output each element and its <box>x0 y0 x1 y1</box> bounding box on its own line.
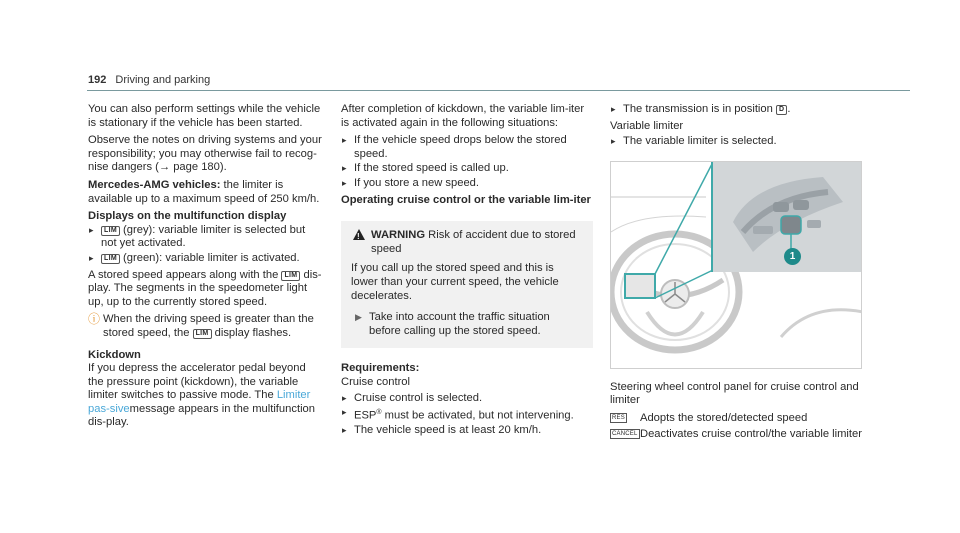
list-item <box>88 224 323 251</box>
heading-displays: Displays on the multifunction display <box>88 210 287 223</box>
column-right <box>610 103 865 441</box>
note-text-b: display flashes. <box>211 326 292 339</box>
esp-label: ESP <box>354 409 377 422</box>
paragraph-settings: You can also perform settings while the vehicle is stationary if the vehicle has been started. <box>88 103 321 129</box>
requirements-list <box>341 392 593 439</box>
control-panel-inset <box>711 162 861 272</box>
bullet-green-text: (green): variable limiter is activated. <box>119 251 300 264</box>
page-number: 192 <box>88 74 107 86</box>
limiter-passive-link[interactable]: Limiter pas-sive <box>88 389 311 415</box>
gear-d-icon: D <box>776 105 787 115</box>
warning-title: Risk of accident due to stored speed <box>371 229 576 255</box>
kickdown-text-b: message appears in the multifunction dis-play. <box>88 402 315 429</box>
registered-mark: ® <box>376 409 382 417</box>
header-divider <box>87 90 910 91</box>
note <box>88 313 323 340</box>
situation-list <box>341 134 593 190</box>
list-item <box>88 252 323 266</box>
display-list <box>88 224 323 266</box>
lim-icon: LIM <box>101 226 120 236</box>
list-item: ▸ If you store a new speed. <box>341 177 593 191</box>
cruise-control-label: Cruise control <box>341 375 411 388</box>
action-arrow-icon: ▶ <box>355 312 362 323</box>
observe-text: Observe the notes on driving systems and your responsibility; you may otherwise fail to recog-nise dangers ( <box>88 134 322 174</box>
lim-icon: LIM <box>193 329 212 339</box>
lim-icon: LIM <box>281 271 300 281</box>
warning-header <box>351 229 583 256</box>
list-item: ▸ The variable limiter is selected. <box>610 135 865 149</box>
heading-requirements: Requirements: <box>341 362 420 375</box>
bullet-grey-text: (grey): variable limiter is selected but not yet activated. <box>101 223 306 250</box>
key-item <box>610 412 865 426</box>
key-description: Adopts the stored/detected speed <box>640 411 808 424</box>
steering-wheel-figure <box>610 161 862 369</box>
warning-label: WARNING <box>371 229 426 242</box>
note-text-a: When the driving speed is greater than the stored speed, the <box>103 313 314 339</box>
key-description: Deactivates cruise control/the variable limiter <box>640 427 862 440</box>
page-ref-arrow-icon: → <box>158 161 171 174</box>
paragraph-amg <box>88 179 323 206</box>
column-middle <box>341 103 593 441</box>
list-item <box>610 103 865 117</box>
transmission-list <box>610 103 865 117</box>
heading-kickdown: Kickdown <box>88 348 141 361</box>
stored-text-a: A stored speed appears along with the <box>88 268 282 281</box>
paragraph-stored <box>88 269 323 310</box>
res-button-icon: RES <box>612 414 625 421</box>
limiter-list <box>610 135 865 149</box>
amg-label: Mercedes-AMG vehicles: <box>88 178 221 191</box>
warning-action <box>351 311 583 338</box>
callout-1: 1 <box>784 248 801 265</box>
transmission-text: The transmission is in position <box>623 103 776 115</box>
variable-limiter-label: Variable limiter <box>610 119 684 132</box>
lim-icon: LIM <box>101 254 120 264</box>
page-ref-link[interactable]: page 180). <box>170 161 227 174</box>
warning-box <box>341 221 593 348</box>
list-item: ▸ The vehicle speed is at least 20 km/h. <box>341 424 593 438</box>
warning-action-text: Take into account the traffic situation before calling up the stored speed. <box>369 311 550 337</box>
section-title: Driving and parking <box>115 74 211 86</box>
amg-text: the limiter is available up to a maximum speed of 250 km/h. <box>88 178 320 205</box>
paragraph-kickdown <box>88 362 323 430</box>
key-item <box>610 428 865 442</box>
info-icon: ⓘ <box>88 312 101 327</box>
warning-triangle-icon <box>353 229 365 240</box>
cancel-button-icon: CANCEL <box>612 430 638 437</box>
paragraph-observe <box>88 134 323 175</box>
column-left <box>88 103 323 434</box>
list-item: ▸ Cruise control is selected. <box>341 392 593 406</box>
figure-caption: Steering wheel control panel for cruise control and limiter <box>610 380 859 407</box>
list-item: ▸ If the stored speed is called up. <box>341 162 593 176</box>
warning-body: If you call up the stored speed and this is lower than your current speed, the vehicle decelerates. <box>351 262 559 302</box>
list-item <box>341 406 593 423</box>
list-item: ▸ If the vehicle speed drops below the stored speed. <box>341 134 593 161</box>
heading-operating: Operating cruise control or the variable lim-iter <box>341 193 591 206</box>
kickdown-text-a: If you depress the accelerator pedal beyond the pressure point (kickdown), the variable limiter switches to passive mode. The <box>88 362 306 402</box>
transmission-end: . <box>787 103 791 115</box>
esp-text: must be activated, but not intervening. <box>384 409 574 422</box>
paragraph-after-kickdown: After completion of kickdown, the variable lim-iter is activated again in the following situations: <box>341 103 585 129</box>
page-header <box>88 74 210 88</box>
stored-text-b: dis-play. The segments in the speedometer light up, up to the currently stored speed. <box>88 268 322 308</box>
